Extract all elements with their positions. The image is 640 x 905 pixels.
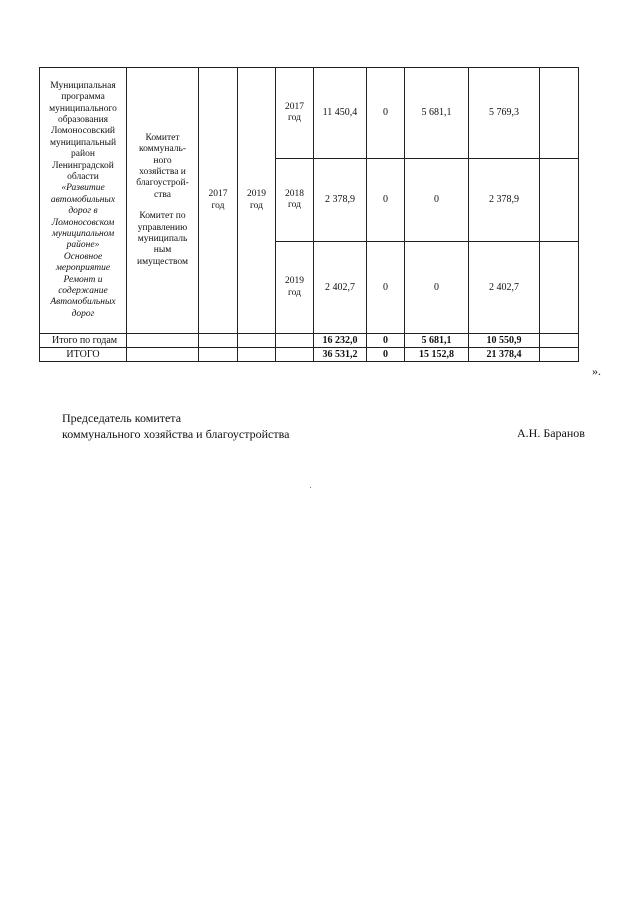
text-line: благоустрой- [136,178,189,189]
program-name-cell [40,68,127,334]
start-year-cell: 2017 год [199,68,238,334]
federal-cell: 0 [367,159,405,242]
text-line: Ломоносовский [50,126,115,137]
total-cell: 2 402,7 [314,242,367,334]
text-line: район [71,149,95,160]
local-cell: 2 378,9 [469,159,540,242]
local-cell: 2 402,7 [469,242,540,334]
text-line: Муниципальная [50,80,116,91]
total-cell: 2 378,9 [314,159,367,242]
text-line: управлению [137,222,188,233]
regional-cell: 0 [405,159,469,242]
program-name-italic [40,183,126,320]
text-line: автомобильных [50,194,116,205]
text-line: муниципальном [51,228,115,239]
scan-speck [310,487,311,488]
text-line: Комитет [145,132,180,143]
grand-total-label: ИТОГО [40,348,127,362]
subtotal-row [40,334,579,348]
grand-total-total: 36 531,2 [314,348,367,362]
row-year-cell: 2018 год [276,159,314,242]
funding-table [39,67,579,362]
text-line: хозяйства и [139,167,186,178]
subtotal-federal: 0 [367,334,405,348]
text-line: районе» [66,240,100,251]
text-line: Основное [63,251,103,262]
signature-title [62,410,289,442]
row-year-cell: 2017 год [276,68,314,159]
grand-total-row [40,348,579,362]
federal-cell: 0 [367,68,405,159]
text-line: Автомобильных [50,297,116,308]
subtotal-total: 16 232,0 [314,334,367,348]
text-line: «Развитие [61,183,105,194]
text-line: дорог [71,308,95,319]
grand-total-regional: 15 152,8 [405,348,469,362]
text-line: образования [57,115,109,126]
signature-title-line2: коммунального хозяйства и благоустройства [62,427,290,441]
text-line: области [67,172,99,183]
text-line: содержание [58,285,108,296]
signature-title-line1: Председатель комитета [62,411,182,425]
text-line: муниципаль [137,233,188,244]
regional-cell: 5 681,1 [405,68,469,159]
empty-cell [540,68,579,159]
end-year-cell: 2019 год [238,68,276,334]
subtotal-label: Итого по годам [40,334,127,348]
quote-end-mark: ». [592,364,601,378]
program-name-plain [40,81,126,184]
subtotal-local: 10 550,9 [469,334,540,348]
text-line: ного [153,155,172,166]
text-line: Комитет по [139,211,186,222]
text-line: ным [153,245,172,256]
empty-cell [540,159,579,242]
text-line: мероприятие [55,263,111,274]
text-line: муниципальный [49,137,117,148]
row-year-cell: 2019 год [276,242,314,334]
text-line: коммуналь- [138,144,187,155]
text-line: муниципального [49,103,117,114]
executor-cell [127,68,199,334]
empty-cell [540,242,579,334]
text-line: имуществом [137,256,188,267]
executor-2 [127,211,198,268]
grand-total-federal: 0 [367,348,405,362]
subtotal-regional: 5 681,1 [405,334,469,348]
federal-cell: 0 [367,242,405,334]
text-line: дорог в [68,206,98,217]
total-cell: 11 450,4 [314,68,367,159]
signature-name: А.Н. Баранов [517,426,585,440]
regional-cell: 0 [405,242,469,334]
grand-total-local: 21 378,4 [469,348,540,362]
text-line: ства [154,189,171,200]
text-line: Ленинградской [52,160,114,171]
text-line: Ломоносовском [51,217,115,228]
text-line: Ремонт и [63,274,103,285]
text-line: программа [61,92,105,103]
local-cell: 5 769,3 [469,68,540,159]
executor-1 [127,133,198,201]
